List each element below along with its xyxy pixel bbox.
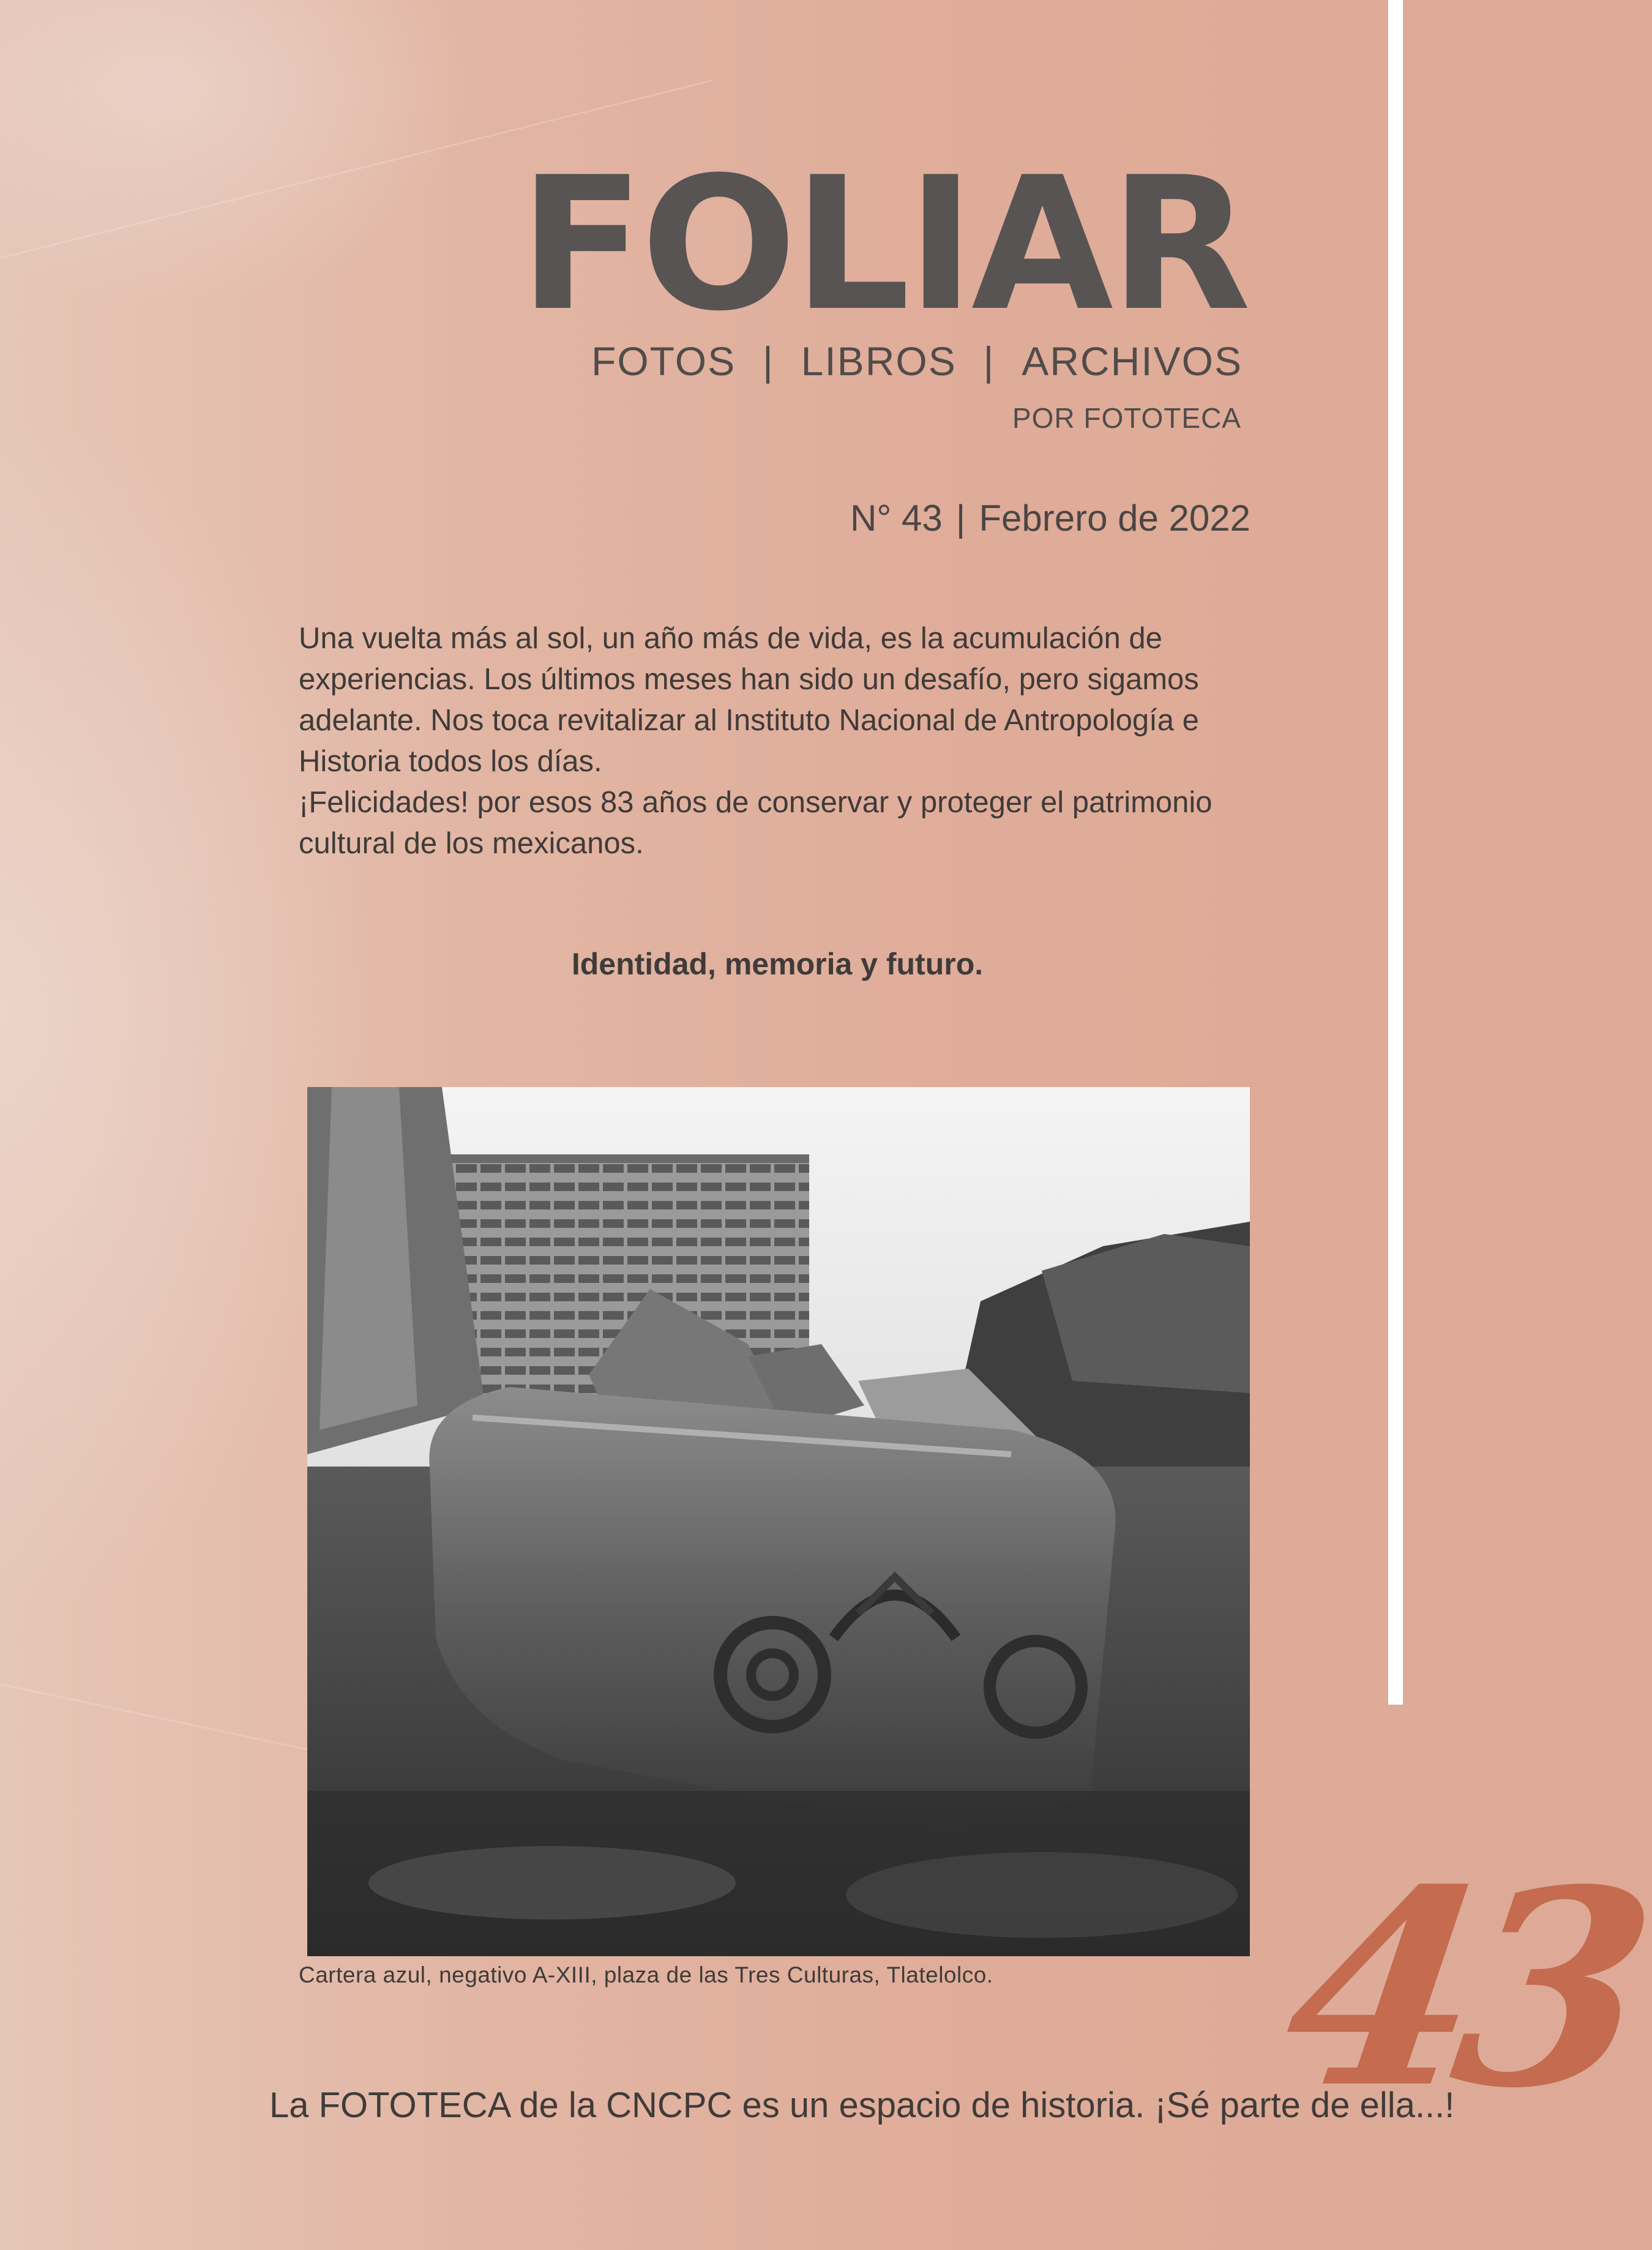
subtitle-item-libros: LIBROS <box>801 338 957 384</box>
subtitle-item-fotos: FOTOS <box>591 338 736 384</box>
issue-separator: | <box>955 498 966 539</box>
byline: POR FOTOTECA <box>1012 402 1241 434</box>
magazine-title: FOLIAR <box>519 138 1247 351</box>
magazine-subtitle <box>591 338 1243 384</box>
issue-date: Febrero de 2022 <box>979 498 1250 539</box>
subtitle-item-archivos: ARCHIVOS <box>1022 338 1243 384</box>
intro-paragraph: ¡Felicidades! por esos 83 años de conservar y proteger el patrimonio cultural de los mexicanos. <box>299 786 1213 860</box>
subtitle-separator: | <box>983 338 995 384</box>
intro-text <box>299 618 1241 864</box>
issue-number: N° 43 <box>850 498 943 539</box>
vertical-rule <box>1388 0 1403 1705</box>
footer-tagline: La FOTOTECA de la CNCPC es un espacio de historia. ¡Sé parte de ella...! <box>269 2085 1455 2125</box>
motto: Identidad, memoria y futuro. <box>571 947 984 981</box>
issue-info <box>850 497 1250 539</box>
intro-paragraph: Una vuelta más al sol, un año más de vida, es la acumulación de experiencias. Los últimos meses han sido un desafío, pero sigamos adelante. Nos toca revitalizar al Instituto Nacional de Antropología e Historia todos los días. <box>299 622 1199 778</box>
issue-number-graphic: 43 <box>1269 1831 1652 2147</box>
photo-illustration <box>307 1087 1250 1956</box>
archival-photo <box>307 1087 1250 1956</box>
photo-caption: Cartera azul, negativo A-XIII, plaza de las Tres Culturas, Tlatelolco. <box>299 1962 993 1987</box>
subtitle-separator: | <box>762 338 774 384</box>
